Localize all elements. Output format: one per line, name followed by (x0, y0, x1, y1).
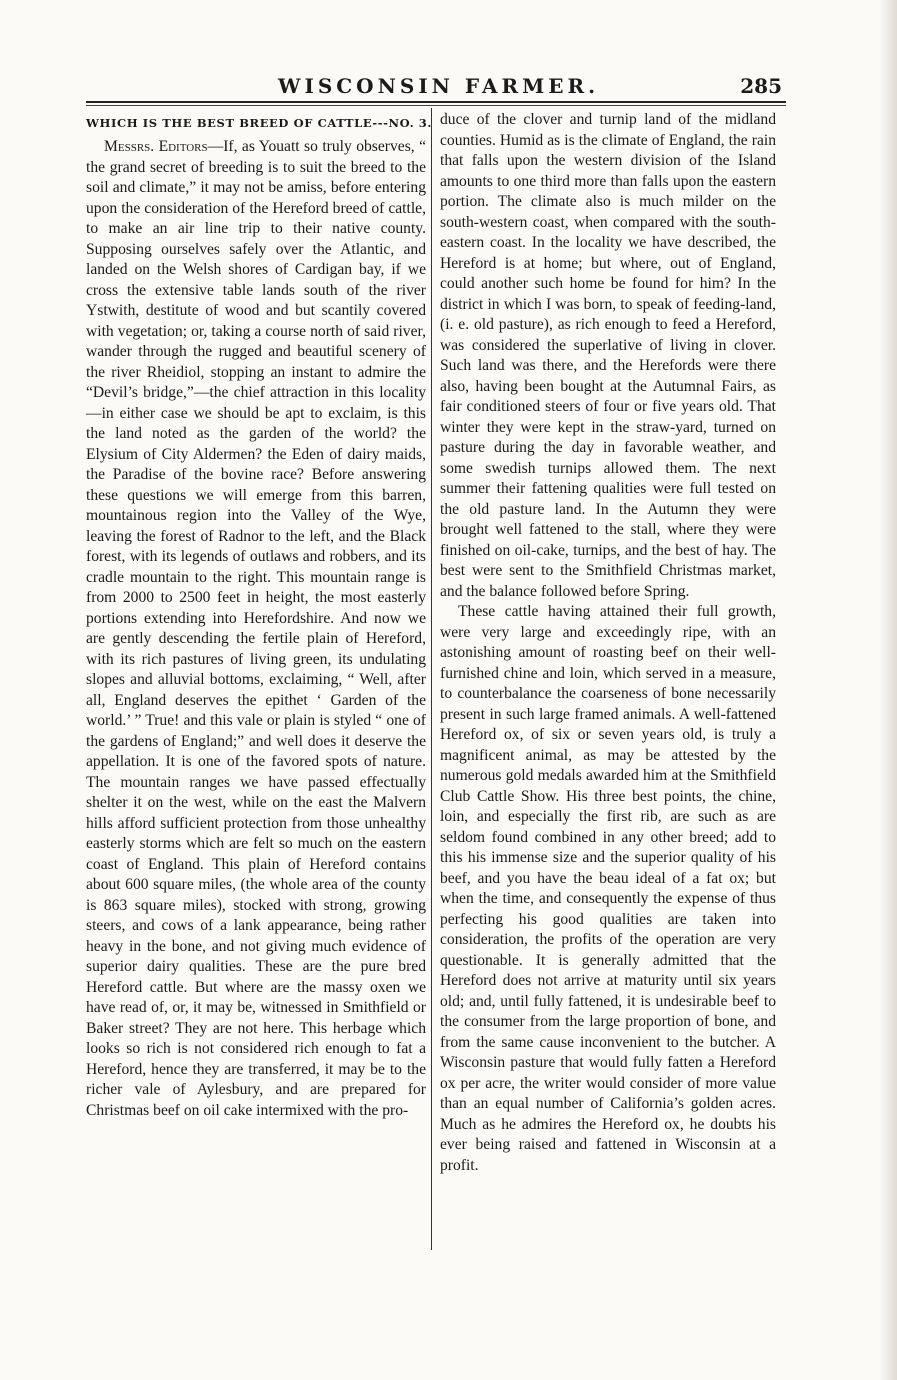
article-paragraph-continued: duce of the clover and turnip land of the midland counties. Humid as is the climate of England, the rain that falls upon the western division of the Island amounts to one third more than falls upon the eastern portion. The climate also is much milder on the south-western coast, when compared with the south-eastern coast. In the locality we have described, the Hereford is at home; but where, out of England, could another such home be found for him? In the district in which I was born, to speak of feeding-land, (i. e. old pasture), as rich enough to feed a Hereford, was considered the superlative of living in clover. Such land was there, and the Herefords were there also, having been bought at the Autumnal Fairs, as fair conditioned steers of four or five years old. That winter they were kept in the straw-yard, turned on pasture during the day in favorable weather, and some swedish turnips allowed them. The next summer their fattening qualities were full tested on the old pasture land. In the Autumn they were brought well fattened to the stall, where they were finished on oil-cake, turnips, and the best of hay. The best were sent to the Smithfield Christmas market, and the balance followed before Spring. (440, 111, 776, 600)
page-edge-shadow (879, 0, 897, 1380)
article-title: WHICH IS THE BEST BREED OF CATTLE---NO. 3. (86, 116, 432, 130)
intro-text: —If, as Youatt so truly observes, “ the grand secret of breeding is to suit the breed to the soil and climate,” it may not be amiss, before entering upon the consideration of the Hereford breed of cattle, to make an air line trip to their native county. (86, 138, 426, 237)
salutation: Messrs. Editors (104, 138, 208, 155)
right-column (440, 110, 776, 1176)
left-column (86, 110, 432, 1121)
header-rule (86, 101, 786, 103)
article-paragraph-1 (86, 137, 426, 1121)
page-number: 285 (740, 74, 782, 98)
running-header (88, 74, 788, 100)
header-rule-thin (86, 105, 786, 106)
body-text-left: Supposing ourselves safely over the Atlantic, and landed on the Welsh shores of Cardigan bay, if we cross the extensive table lands south of the river Ystwith, destitute of wood and but scantily covered with vegetation; or, taking a course north of said river, wander through the rugged and beautiful scenery of the river Rheidiol, stopping an instant to admire the “Devil’s bridge,”—the chief attraction in this locality —in either case we should be apt to exclaim, is this the land noted as the garden of the world? the Elysium of City Aldermen? the Eden of dairy maids, the Paradise of the bovine race? Before answering these questions we will emerge from this barren, mountainous region into the Valley of the Wye, leaving the forest of Radnor to the left, and the Black forest, with its legends of outlaws and robbers, and its cradle mountain to the right. This mountain range is from 2000 to 2500 feet in height, the most easterly portions extending into Herefordshire. And now we are gently descending the fertile plain of Hereford, with its rich pastures of living green, its undulating slopes and alluvial bottoms, exclaiming, “ Well, after all, England deserves the epithet ‘ Garden of the world.’ ” True! and this vale or plain is styled “ one of the gardens of England;” and well does it deserve the appellation. It is one of the favored spots of nature. The mountain ranges we have passed effectually shelter it on the west, while on the east the Malvern hills afford sufficient protection from those unhealthy easterly storms which are felt so much on the eastern coast of England. This plain of Hereford contains about 600 square miles, (the whole area of the county is 863 square miles), stocked with strong, growing steers, and cows of a lank appearance, being rather heavy in the bone, and not giving much evidence of superior dairy qualities. These are the pure bred Hereford cattle. But where are the massy oxen we have read of, or, it may be, witnessed in Smithfield or Baker street? They are not here. This herbage which looks so rich is not considered rich enough to fat a Hereford, hence they are transferred, it may be to the richer vale of Aylesbury, and are prepared for Christmas beef on oil cake intermixed with the pro- (86, 240, 426, 1119)
article-paragraph-2: These cattle having attained their full growth, were very large and exceedingly ripe, with an astonishing amount of roasting beef on their well-furnished chine and loin, which served in a measure, to counterbalance the coarseness of bone necessarily present in such large framed animals. A well-fattened Hereford ox, of six or seven years old, is truly a magnificent animal, as may be attested by the numerous gold medals awarded him at the Smithfield Club Cattle Show. His three best points, the chine, loin, and especially the first rib, are such as are seldom found combined in any other breed; add to this his immense size and the superior quality of his beef, and you have the beau ideal of a fat ox; but when the time, and consequently the expense of thus perfecting his good qualities are taken into consideration, the profits of the operation are very questionable. It is generally admitted that the Hereford does not arrive at maturity until six years old; and, until fully fattened, it is undesirable beef to the consumer from the large proportion of bone, and from the same cause inconvenient to the butcher. A Wisconsin pasture that would fully fatten a Hereford ox per acre, the writer would consider of more value than an equal number of California’s golden acres. Much as he admires the Hereford ox, he doubts his ever being raised and fattened in Wisconsin at a profit. (440, 603, 776, 1174)
column-divider (431, 108, 432, 1250)
journal-title: WISCONSIN FARMER. (278, 74, 600, 98)
